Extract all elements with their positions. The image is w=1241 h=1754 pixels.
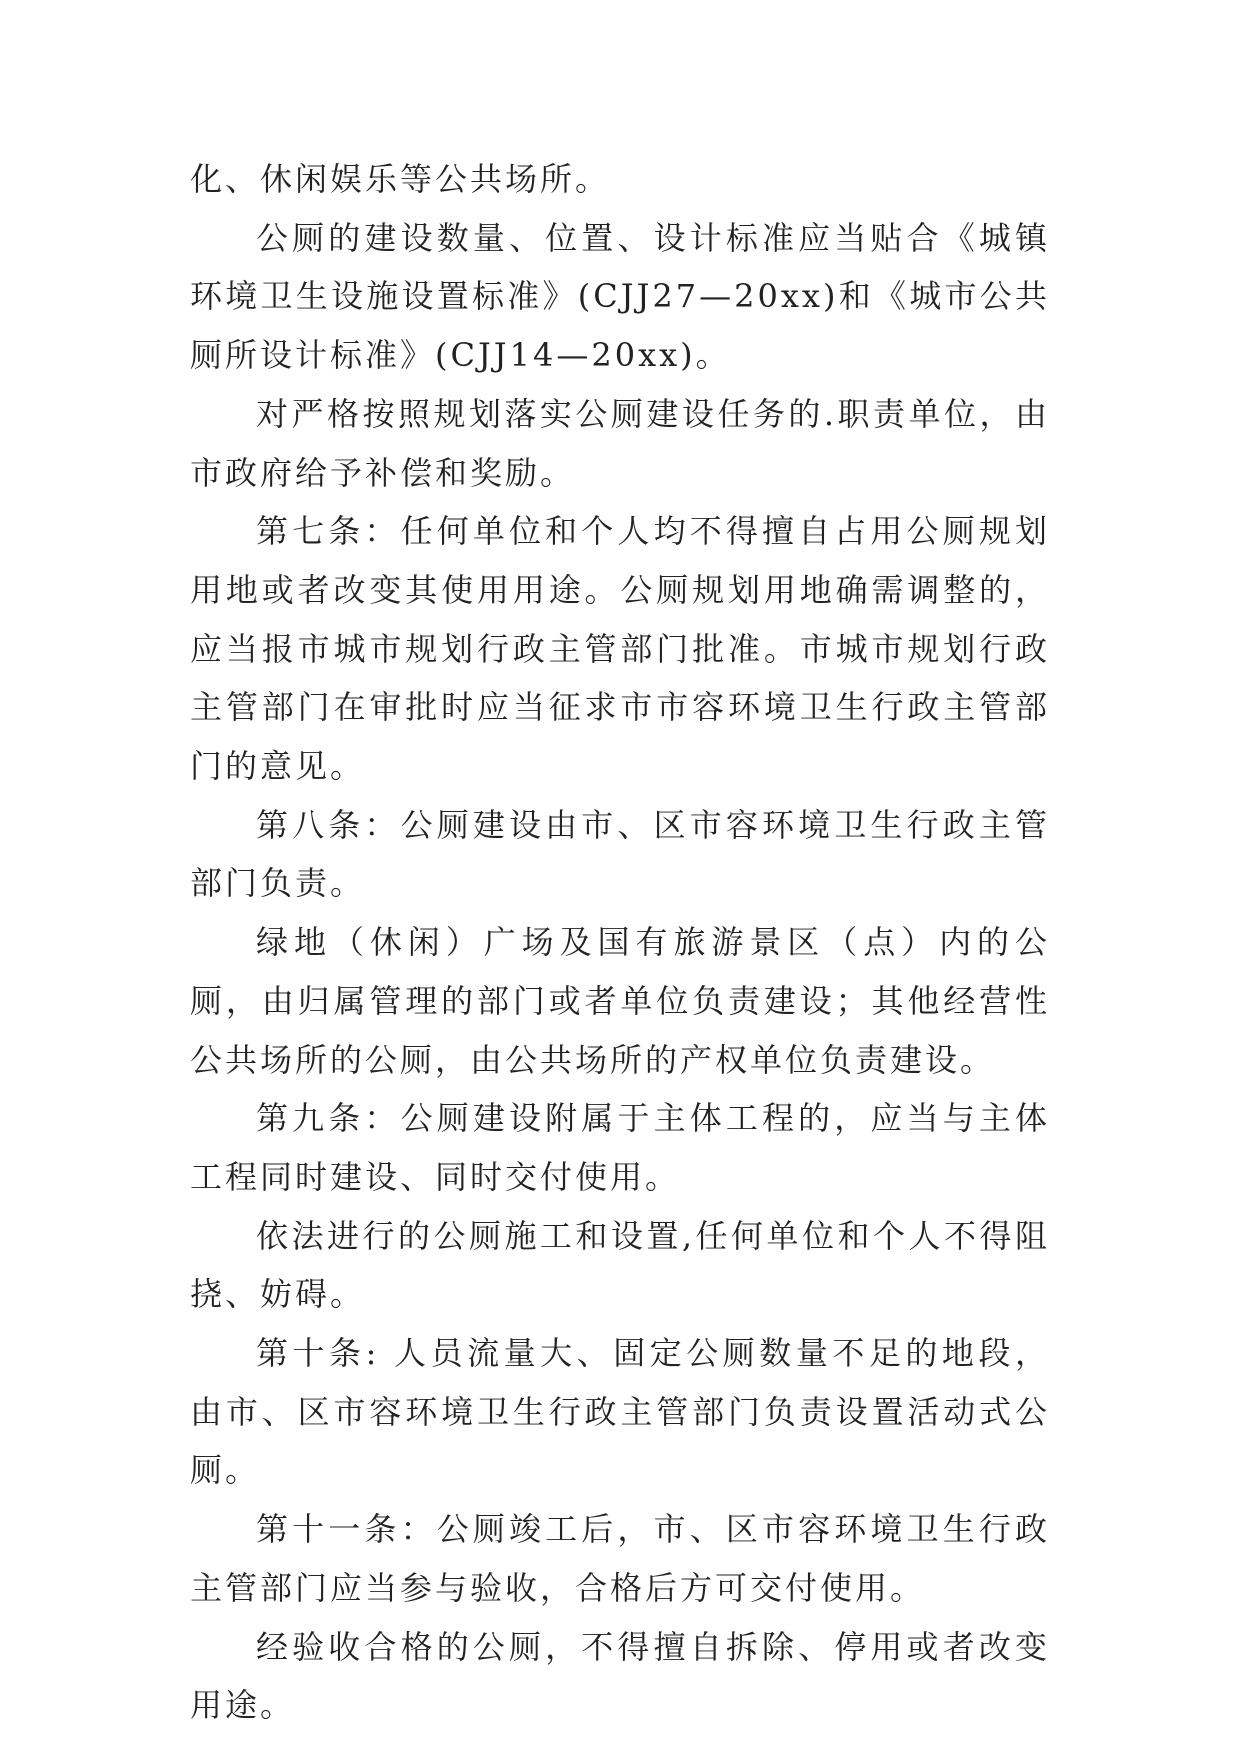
paragraph-11: 经验收合格的公厕，不得擅自拆除、停用或者改变用途。 [190, 1627, 1050, 1725]
document-page [190, 150, 1050, 1735]
paragraph-8: 依法进行的公厕施工和设置,任何单位和个人不得阻挠、妨碍。 [190, 1216, 1050, 1314]
paragraph-article-7: 第七条：任何单位和个人均不得擅自占用公厕规划用地或者改变其使用用途。公厕规划用地确需调整的，应当报市城市规划行政主管部门批准。市城市规划行政主管部门在审批时应当征求市市容环境卫生行政主管部门的意见。 [190, 512, 1050, 786]
paragraph-article-8: 第八条：公厕建设由市、区市容环境卫生行政主管部门负责。 [190, 805, 1050, 903]
paragraph-6: 绿地（休闲）广场及国有旅游景区（点）内的公厕，由归属管理的部门或者单位负责建设；其他经营性公共场所的公厕，由公共场所的产权单位负责建设。 [190, 923, 1050, 1079]
paragraph-3: 对严格按照规划落实公厕建设任务的.职责单位，由市政府给予补偿和奖励。 [190, 394, 1050, 492]
paragraph-article-9: 第九条：公厕建设附属于主体工程的，应当与主体工程同时建设、同时交付使用。 [190, 1099, 1050, 1196]
paragraph-2: 公厕的建设数量、位置、设计标准应当贴合《城镇环境卫生设施设置标准》(CJJ27—20xx)和《城市公共厕所设计标准》(CJJ14—20xx)。 [190, 218, 1050, 375]
paragraph-article-10: 第十条: 人员流量大、固定公厕数量不足的地段，由市、区市容环境卫生行政主管部门负责设置活动式公厕。 [190, 1334, 1050, 1490]
paragraph-article-11: 第十一条：公厕竣工后，市、区市容环境卫生行政主管部门应当参与验收，合格后方可交付使用。 [190, 1510, 1050, 1607]
paragraph-1: 化、休闲娱乐等公共场所。 [190, 160, 611, 198]
